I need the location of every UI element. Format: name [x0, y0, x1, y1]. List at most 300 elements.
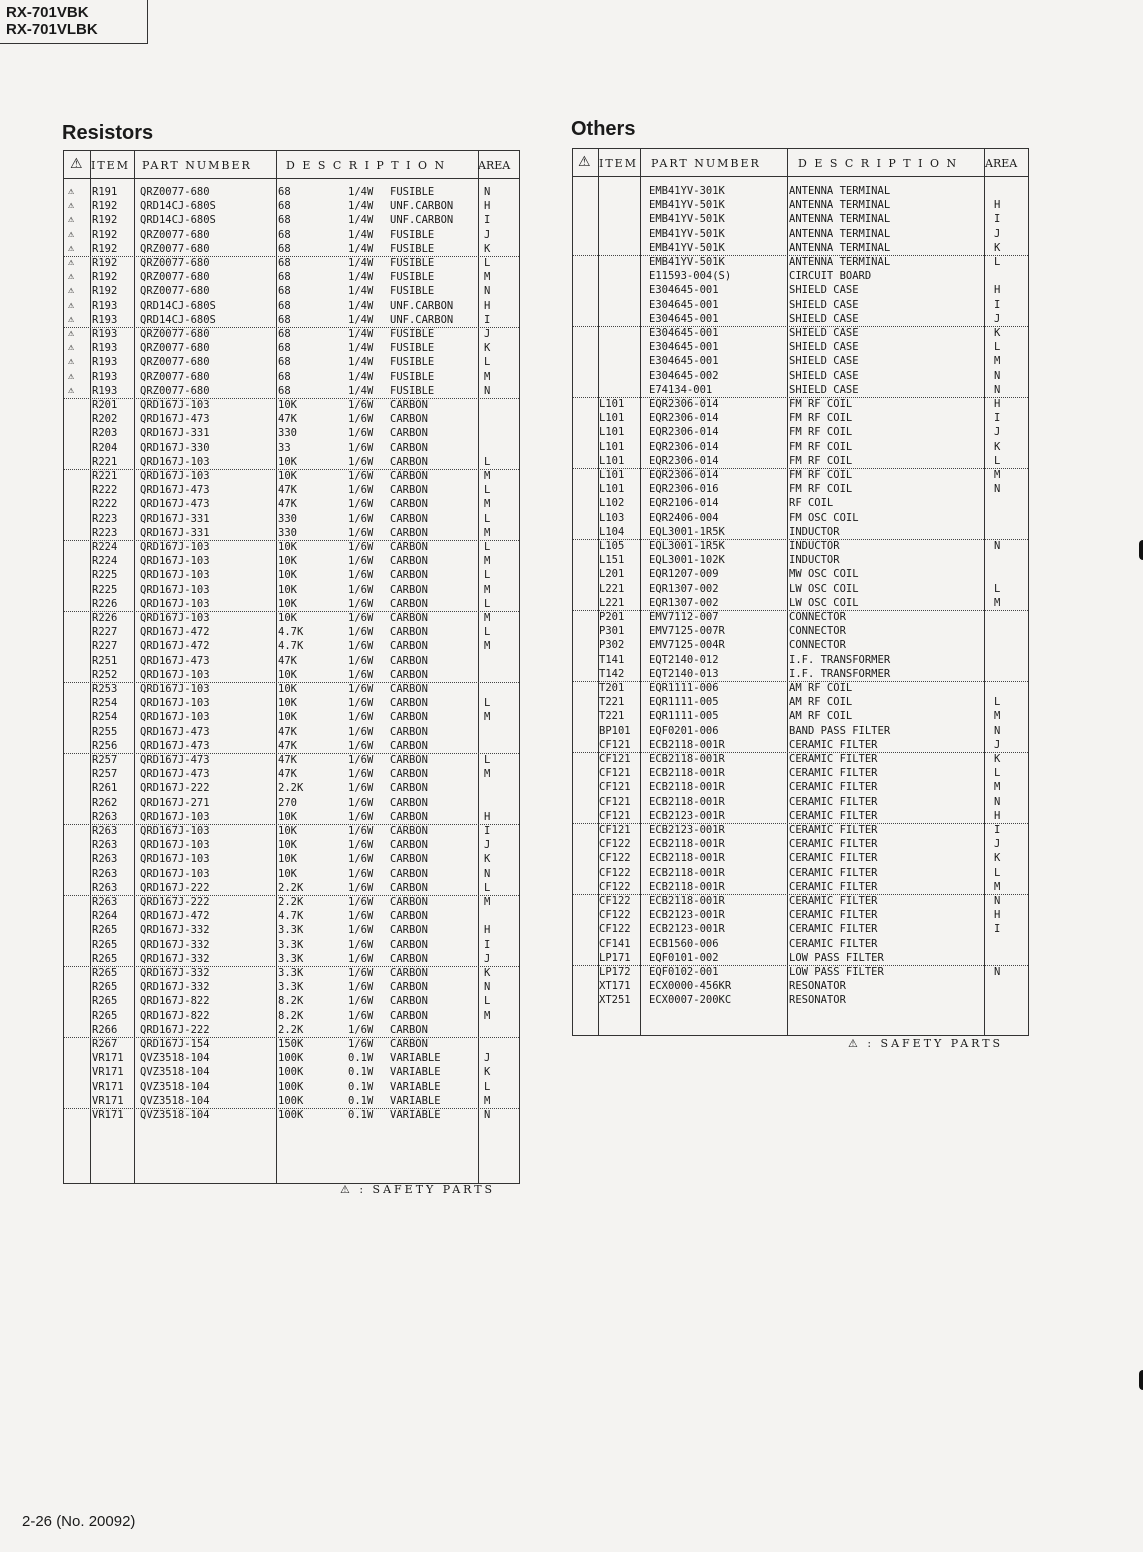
item-cell: R223 — [92, 526, 118, 539]
area-cell: J — [994, 738, 1001, 751]
part-number-cell: QRD167J-331 — [140, 526, 210, 539]
table-row — [64, 370, 519, 384]
item-cell: R226 — [92, 597, 118, 610]
area-cell: J — [484, 228, 491, 241]
item-cell: R201 — [92, 399, 118, 411]
item-cell: CF121 — [599, 767, 631, 780]
table-row — [64, 852, 519, 866]
part-number-cell: ECX0007-200KC — [649, 994, 732, 1007]
item-cell: LP171 — [599, 951, 631, 964]
area-cell: K — [994, 241, 1001, 254]
item-cell: L151 — [599, 554, 625, 567]
description-cell: CERAMIC FILTER — [789, 880, 878, 893]
part-number-cell: QRD167J-472 — [140, 910, 210, 923]
value-cell: 10K — [278, 668, 297, 681]
table-row — [64, 242, 519, 257]
value-cell: 330 — [278, 512, 297, 525]
part-number-cell: QRD167J-473 — [140, 754, 210, 766]
item-cell: VR171 — [92, 1052, 124, 1065]
item-cell: R263 — [92, 853, 118, 866]
table-row — [64, 228, 519, 242]
table-row — [573, 227, 1028, 241]
type-cell: VARIABLE — [390, 1094, 441, 1107]
item-cell: L201 — [599, 568, 625, 581]
value-cell: 68 — [278, 370, 291, 383]
wattage-cell: 1/6W — [348, 711, 374, 724]
table-row — [573, 638, 1028, 652]
area-cell: K — [994, 327, 1001, 339]
part-number-cell: QRD167J-103 — [140, 541, 210, 553]
area-cell: M — [484, 711, 491, 724]
type-cell: FUSIBLE — [390, 228, 435, 241]
warning-icon: ⚠ — [68, 328, 75, 339]
type-cell: VARIABLE — [390, 1066, 441, 1079]
area-cell: N — [994, 966, 1001, 978]
table-row — [64, 1051, 519, 1065]
item-cell: R193 — [92, 299, 118, 312]
wattage-cell: 1/4W — [348, 342, 374, 355]
wattage-cell: 1/6W — [348, 654, 374, 667]
table-row — [573, 411, 1028, 425]
description-cell: ANTENNA TERMINAL — [789, 199, 891, 212]
wattage-cell: 1/6W — [348, 924, 374, 937]
description-cell: LOW PASS FILTER — [789, 966, 884, 978]
wattage-cell: 1/4W — [348, 271, 374, 284]
type-cell: FUSIBLE — [390, 242, 435, 255]
item-cell: R193 — [92, 370, 118, 383]
part-number-cell: QRD14CJ-680S — [140, 313, 216, 326]
value-cell: 68 — [278, 271, 291, 284]
item-cell: R254 — [92, 697, 118, 710]
table-row — [64, 810, 519, 825]
wattage-cell: 1/4W — [348, 328, 374, 340]
part-number-cell: QRD14CJ-680S — [140, 200, 216, 213]
item-cell: R266 — [92, 1023, 118, 1036]
description-cell: FM RF COIL — [789, 483, 853, 496]
wattage-cell: 1/6W — [348, 1023, 374, 1036]
warning-icon: ⚠ — [70, 156, 85, 172]
wattage-cell: 1/6W — [348, 1009, 374, 1022]
part-number-cell: E304645-001 — [649, 341, 719, 354]
wattage-cell: 0.1W — [348, 1052, 374, 1065]
type-cell: UNF.CARBON — [390, 299, 454, 312]
wattage-cell: 1/6W — [348, 896, 374, 908]
part-number-cell: QRZ0077-680 — [140, 186, 210, 198]
part-number-cell: EQR2306-014 — [649, 398, 719, 410]
wattage-cell: 1/6W — [348, 541, 374, 553]
part-number-cell: ECB2118-001R — [649, 738, 725, 751]
item-cell: CF141 — [599, 937, 631, 950]
area-cell: H — [994, 398, 1001, 410]
wattage-cell: 1/4W — [348, 228, 374, 241]
table-row — [64, 469, 519, 483]
area-cell: K — [994, 753, 1001, 765]
model-name-2: RX-701VLBK — [6, 21, 98, 38]
table-row — [573, 269, 1028, 283]
table-row — [573, 496, 1028, 510]
item-cell: R204 — [92, 441, 118, 454]
item-cell: CF122 — [599, 852, 631, 865]
table-row — [64, 824, 519, 838]
area-cell: J — [484, 839, 491, 852]
area-cell: M — [994, 710, 1001, 723]
type-cell: CARBON — [390, 697, 428, 710]
description-cell: I.F. TRANSFORMER — [789, 667, 891, 680]
value-cell: 330 — [278, 427, 297, 440]
table-row — [64, 341, 519, 355]
value-cell: 330 — [278, 526, 297, 539]
table-row — [64, 497, 519, 511]
area-cell: N — [484, 981, 491, 994]
description-cell: LW OSC COIL — [789, 596, 859, 609]
value-cell: 68 — [278, 200, 291, 213]
item-cell: R193 — [92, 356, 118, 369]
area-cell: M — [484, 1094, 491, 1107]
warning-icon: ⚠ — [68, 356, 75, 368]
description-cell: FM RF COIL — [789, 412, 853, 425]
description-cell: SHIELD CASE — [789, 355, 859, 368]
wattage-cell: 1/4W — [348, 186, 374, 198]
wattage-cell: 1/6W — [348, 683, 374, 695]
value-cell: 10K — [278, 867, 297, 880]
type-cell: CARBON — [390, 541, 428, 553]
area-cell: L — [484, 356, 491, 369]
table-row — [64, 682, 519, 696]
description-cell: I.F. TRANSFORMER — [789, 653, 891, 666]
table-row — [573, 198, 1028, 212]
table-row — [64, 1080, 519, 1094]
part-number-cell: QRD167J-103 — [140, 683, 210, 695]
item-cell: R254 — [92, 711, 118, 724]
type-cell: CARBON — [390, 981, 428, 994]
part-number-cell: ECB2123-001R — [649, 909, 725, 922]
part-number-cell: QRD167J-103 — [140, 810, 210, 823]
type-cell: UNF.CARBON — [390, 313, 454, 326]
value-cell: 10K — [278, 583, 297, 596]
item-cell: R263 — [92, 896, 118, 908]
type-cell: CARBON — [390, 896, 428, 908]
area-cell: M — [484, 768, 491, 781]
item-cell: R223 — [92, 512, 118, 525]
table-row — [64, 739, 519, 754]
type-cell: CARBON — [390, 725, 428, 738]
type-cell: CARBON — [390, 441, 428, 454]
part-number-cell: QRD167J-331 — [140, 512, 210, 525]
part-number-cell: EMV7125-004R — [649, 639, 725, 652]
part-number-cell: QRD167J-103 — [140, 839, 210, 852]
value-cell: 100K — [278, 1080, 304, 1093]
part-number-cell: QRD167J-103 — [140, 597, 210, 610]
area-cell: K — [484, 853, 491, 866]
type-cell: FUSIBLE — [390, 356, 435, 369]
item-cell: R251 — [92, 654, 118, 667]
part-number-cell: EQR1111-005 — [649, 710, 719, 723]
part-number-cell: QRD167J-103 — [140, 711, 210, 724]
part-number-cell: QRD167J-473 — [140, 739, 210, 752]
part-number-cell: EQR1207-009 — [649, 568, 719, 581]
description-cell: BAND PASS FILTER — [789, 724, 891, 737]
type-cell: CARBON — [390, 1038, 428, 1050]
part-number-cell: EQR2306-014 — [649, 440, 719, 453]
table-row — [64, 185, 519, 199]
wattage-cell: 1/4W — [348, 200, 374, 213]
description-cell: CERAMIC FILTER — [789, 852, 878, 865]
area-cell: L — [994, 866, 1001, 879]
area-cell: L — [484, 455, 491, 468]
value-cell: 68 — [278, 356, 291, 369]
item-cell: CF122 — [599, 909, 631, 922]
item-cell: R193 — [92, 342, 118, 355]
table-row — [64, 625, 519, 639]
part-number-cell: EQR2306-014 — [649, 454, 719, 467]
item-cell: VR171 — [92, 1109, 124, 1121]
area-cell: L — [484, 754, 491, 766]
item-cell: R265 — [92, 952, 118, 965]
value-cell: 68 — [278, 214, 291, 227]
description-cell: AM RF COIL — [789, 696, 853, 709]
table-row — [64, 1094, 519, 1109]
value-cell: 10K — [278, 597, 297, 610]
item-cell: R256 — [92, 739, 118, 752]
type-cell: CARBON — [390, 853, 428, 866]
part-number-cell: E304645-001 — [649, 355, 719, 368]
item-cell: R261 — [92, 782, 118, 795]
table-row — [64, 512, 519, 526]
type-cell: CARBON — [390, 683, 428, 695]
table-row — [573, 553, 1028, 567]
item-cell: L101 — [599, 426, 625, 439]
table-row — [573, 212, 1028, 226]
item-cell: L103 — [599, 511, 625, 524]
part-number-cell: QRD167J-332 — [140, 952, 210, 965]
type-cell: CARBON — [390, 1009, 428, 1022]
type-cell: FUSIBLE — [390, 186, 435, 198]
table-row — [64, 441, 519, 455]
table-row — [573, 993, 1028, 1007]
wattage-cell: 1/4W — [348, 356, 374, 369]
value-cell: 47K — [278, 413, 297, 426]
value-cell: 10K — [278, 569, 297, 582]
value-cell: 10K — [278, 399, 297, 411]
area-cell: N — [994, 383, 1001, 396]
area-cell: K — [484, 967, 491, 979]
type-cell: CARBON — [390, 612, 428, 624]
area-cell: L — [994, 696, 1001, 709]
type-cell: CARBON — [390, 455, 428, 468]
value-cell: 2.2K — [278, 896, 304, 908]
value-cell: 10K — [278, 825, 297, 837]
type-cell: CARBON — [390, 839, 428, 852]
table-row — [573, 468, 1028, 482]
table-row — [573, 851, 1028, 865]
item-cell: R255 — [92, 725, 118, 738]
part-number-cell: QRD167J-472 — [140, 640, 210, 653]
area-cell: M — [484, 896, 491, 908]
part-number-cell: QRD167J-473 — [140, 654, 210, 667]
part-number-cell: QRD167J-473 — [140, 768, 210, 781]
type-cell: FUSIBLE — [390, 271, 435, 284]
table-row — [64, 270, 519, 284]
table-row — [573, 255, 1028, 269]
item-cell: R191 — [92, 186, 118, 198]
description-cell: CERAMIC FILTER — [789, 738, 878, 751]
wattage-cell: 1/6W — [348, 668, 374, 681]
wattage-cell: 1/6W — [348, 782, 374, 795]
description-cell: ANTENNA TERMINAL — [789, 256, 891, 268]
wattage-cell: 1/6W — [348, 938, 374, 951]
type-cell: UNF.CARBON — [390, 214, 454, 227]
description-cell: CERAMIC FILTER — [789, 838, 878, 851]
part-number-cell: E11593-004(S) — [649, 270, 732, 283]
wattage-cell: 1/4W — [348, 214, 374, 227]
description-cell: INDUCTOR — [789, 525, 840, 538]
warning-icon: ⚠ — [578, 154, 593, 170]
table-row — [64, 554, 519, 568]
item-cell: R264 — [92, 910, 118, 923]
table-row — [573, 539, 1028, 553]
item-cell: CF122 — [599, 866, 631, 879]
area-cell: H — [994, 809, 1001, 822]
part-number-cell: QRD167J-222 — [140, 1023, 210, 1036]
part-number-cell: EQR2306-014 — [649, 426, 719, 439]
table-row — [573, 951, 1028, 966]
wattage-cell: 1/4W — [348, 257, 374, 269]
description-cell: INDUCTOR — [789, 540, 840, 552]
warning-icon: ⚠ — [68, 285, 75, 297]
part-number-cell: ECB2118-001R — [649, 838, 725, 851]
warning-icon: ⚠ — [68, 313, 75, 325]
part-number-cell: QRD167J-822 — [140, 995, 210, 1008]
table-row — [64, 199, 519, 213]
safety-parts-note: ⚠ : SAFETY PARTS — [340, 1183, 496, 1196]
part-number-cell: ECB2118-001R — [649, 767, 725, 780]
part-number-cell: QRD14CJ-680S — [140, 299, 216, 312]
part-number-cell: QRD167J-103 — [140, 668, 210, 681]
item-cell: T221 — [599, 710, 625, 723]
part-number-cell: EQF0101-002 — [649, 951, 719, 964]
area-cell: M — [484, 271, 491, 284]
table-row — [573, 780, 1028, 794]
table-row — [64, 696, 519, 710]
type-cell: CARBON — [390, 881, 428, 894]
value-cell: 3.3K — [278, 981, 304, 994]
table-row — [573, 511, 1028, 525]
item-cell: LP172 — [599, 966, 631, 978]
type-cell: VARIABLE — [390, 1080, 441, 1093]
part-number-cell: QRD167J-222 — [140, 881, 210, 894]
wattage-cell: 1/6W — [348, 967, 374, 979]
part-number-cell: EMB41YV-501K — [649, 241, 725, 254]
area-cell: N — [994, 369, 1001, 382]
area-cell: M — [484, 1009, 491, 1022]
area-cell: N — [484, 867, 491, 880]
wattage-cell: 1/6W — [348, 853, 374, 866]
description-cell: FM OSC COIL — [789, 511, 859, 524]
table-row — [64, 1009, 519, 1023]
part-number-cell: QRD167J-103 — [140, 470, 210, 482]
description-cell: CERAMIC FILTER — [789, 781, 878, 794]
value-cell: 100K — [278, 1052, 304, 1065]
area-cell: L — [484, 597, 491, 610]
item-cell: L101 — [599, 398, 625, 410]
type-cell: CARBON — [390, 626, 428, 639]
header-description: D E S C R I P T I O N — [798, 157, 959, 170]
table-row — [64, 384, 519, 399]
part-number-cell: EMV7112-007 — [649, 611, 719, 623]
part-number-cell: QRD167J-103 — [140, 555, 210, 568]
table-row — [64, 881, 519, 896]
wattage-cell: 1/6W — [348, 640, 374, 653]
wattage-cell: 1/6W — [348, 569, 374, 582]
area-cell: K — [994, 852, 1001, 865]
type-cell: CARBON — [390, 470, 428, 482]
item-cell: CF122 — [599, 838, 631, 851]
table-row — [573, 326, 1028, 340]
value-cell: 3.3K — [278, 924, 304, 937]
item-cell: L101 — [599, 412, 625, 425]
table-row — [573, 610, 1028, 624]
part-number-cell: EQR1307-002 — [649, 582, 719, 595]
table-row — [64, 611, 519, 625]
part-number-cell: QVZ3518-104 — [140, 1066, 210, 1079]
part-number-cell: QRD167J-222 — [140, 782, 210, 795]
part-number-cell: QRZ0077-680 — [140, 228, 210, 241]
item-cell: VR171 — [92, 1066, 124, 1079]
type-cell: CARBON — [390, 569, 428, 582]
value-cell: 10K — [278, 470, 297, 482]
warning-icon: ⚠ — [68, 228, 75, 240]
area-cell: M — [484, 555, 491, 568]
item-cell: R193 — [92, 384, 118, 397]
table-row — [573, 695, 1028, 709]
table-row — [64, 938, 519, 952]
table-row — [64, 455, 519, 470]
item-cell: R202 — [92, 413, 118, 426]
value-cell: 68 — [278, 285, 291, 298]
area-cell: H — [994, 909, 1001, 922]
wattage-cell: 1/6W — [348, 455, 374, 468]
area-cell: L — [484, 626, 491, 639]
warning-icon: ⚠ — [68, 242, 75, 254]
part-number-cell: E304645-001 — [649, 327, 719, 339]
table-row — [64, 994, 519, 1008]
item-cell: CF122 — [599, 880, 631, 893]
wattage-cell: 1/6W — [348, 441, 374, 454]
area-cell: H — [484, 200, 491, 213]
type-cell: FUSIBLE — [390, 370, 435, 383]
item-cell: R203 — [92, 427, 118, 440]
table-row — [64, 1065, 519, 1079]
table-row — [64, 213, 519, 227]
type-cell: CARBON — [390, 810, 428, 823]
area-cell: N — [484, 384, 491, 397]
value-cell: 10K — [278, 839, 297, 852]
item-cell: R257 — [92, 768, 118, 781]
description-cell: RF COIL — [789, 497, 834, 510]
type-cell: CARBON — [390, 825, 428, 837]
area-cell: M — [484, 470, 491, 482]
wattage-cell: 1/6W — [348, 810, 374, 823]
description-cell: FM RF COIL — [789, 426, 853, 439]
item-cell: R192 — [92, 228, 118, 241]
type-cell: CARBON — [390, 924, 428, 937]
part-number-cell: EMB41YV-501K — [649, 213, 725, 226]
wattage-cell: 1/6W — [348, 825, 374, 837]
area-cell: L — [994, 256, 1001, 268]
type-cell: CARBON — [390, 526, 428, 539]
wattage-cell: 1/6W — [348, 498, 374, 511]
part-number-cell: ECB2118-001R — [649, 852, 725, 865]
